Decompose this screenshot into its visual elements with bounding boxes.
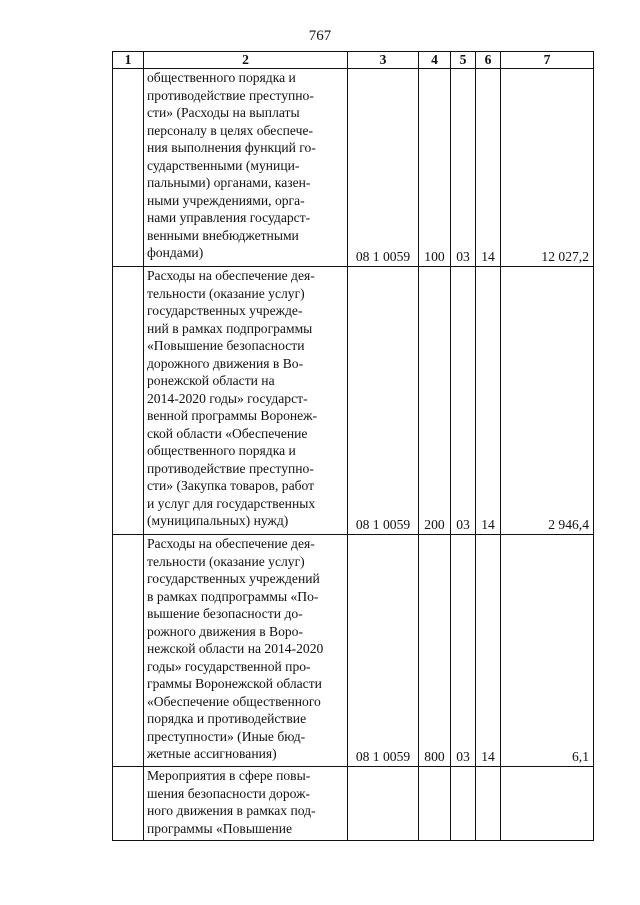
row-number-cell (113, 267, 144, 535)
target-article-code-cell (348, 767, 419, 841)
description-cell: Расходы на обеспечение дея- тельности (оказание услуг) государственных учрежде- ний в рамках подпрограммы «Повышение безопасности дорожного движения в Во- ронежской области на 2014-2020 годы» государст- венной программы Воронеж- ской области «Обеспечение общественного порядка и противодействие преступно- сти» (Закупка товаров, работ и услуг для государственных (муниципальных) нужд) (144, 267, 348, 535)
column-header: 4 (419, 52, 451, 69)
amount-cell: 6,1 (501, 535, 594, 767)
page-number: 767 (308, 28, 332, 44)
section-cell: 03 (451, 267, 476, 535)
description-cell: общественного порядка и противодействие преступно- сти» (Расходы на выплаты персоналу в целях обеспече- ния выполнения функций го- сударственными (муници- пальными) органами, казен- ными учреждениями, орга- нами управления государст- венными внебюджетными фондами) (144, 69, 348, 267)
section-cell: 03 (451, 535, 476, 767)
table-row (113, 767, 594, 841)
subsection-cell: 14 (476, 69, 501, 267)
subsection-cell: 14 (476, 535, 501, 767)
section-cell: 03 (451, 69, 476, 267)
target-article-code-cell: 08 1 0059 (348, 267, 419, 535)
table-header-row (113, 52, 594, 69)
table-row (113, 535, 594, 767)
budget-table (112, 51, 594, 841)
target-article-code-cell: 08 1 0059 (348, 535, 419, 767)
column-header: 3 (348, 52, 419, 69)
subsection-cell: 14 (476, 267, 501, 535)
column-header: 2 (144, 52, 348, 69)
row-number-cell (113, 767, 144, 841)
expense-type-cell: 800 (419, 535, 451, 767)
description-cell: Мероприятия в сфере повы- шения безопасности дорож- ного движения в рамках под- программы «Повышение (144, 767, 348, 841)
target-article-code-cell: 08 1 0059 (348, 69, 419, 267)
row-number-cell (113, 69, 144, 267)
column-header: 1 (113, 52, 144, 69)
section-cell (451, 767, 476, 841)
expense-type-cell: 100 (419, 69, 451, 267)
amount-cell (501, 767, 594, 841)
column-header: 6 (476, 52, 501, 69)
column-header: 5 (451, 52, 476, 69)
amount-cell: 2 946,4 (501, 267, 594, 535)
table-row (113, 69, 594, 267)
expense-type-cell: 200 (419, 267, 451, 535)
subsection-cell (476, 767, 501, 841)
column-header: 7 (501, 52, 594, 69)
amount-cell: 12 027,2 (501, 69, 594, 267)
description-cell: Расходы на обеспечение дея- тельности (оказание услуг) государственных учреждений в рамках подпрограммы «По- вышение безопасности до- рожного движения в Воро- нежской области на 2014-2020 годы» государственной про- граммы Воронежской области «Обеспечение общественного порядка и противодействие преступности» (Иные бюд- жетные ассигнования) (144, 535, 348, 767)
row-number-cell (113, 535, 144, 767)
expense-type-cell (419, 767, 451, 841)
table-row (113, 267, 594, 535)
